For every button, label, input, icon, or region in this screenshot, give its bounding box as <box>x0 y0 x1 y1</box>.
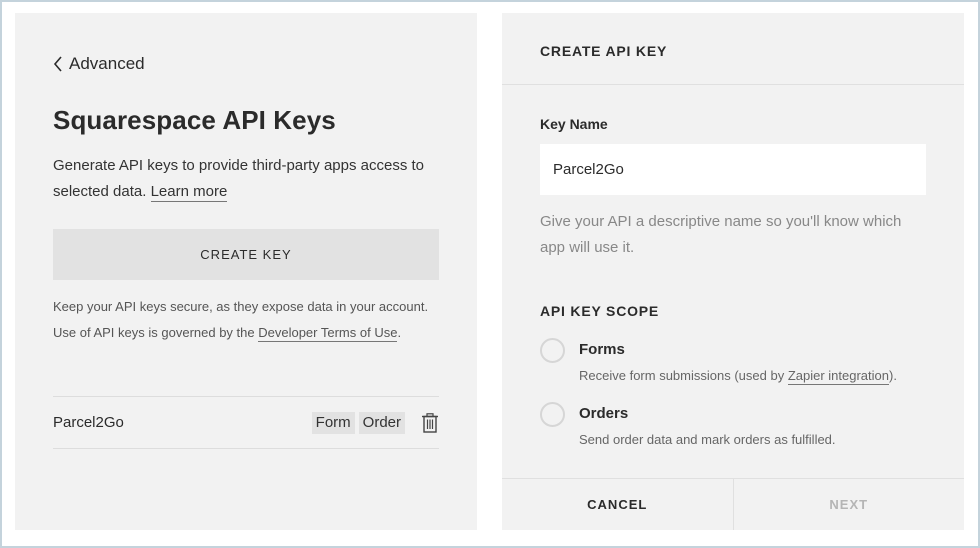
intro-body: Generate API keys to provide third-party apps access to selected data. <box>53 157 425 200</box>
dialog-footer <box>502 478 964 530</box>
security-note <box>53 294 433 346</box>
terms-period: . <box>397 325 402 340</box>
key-name-label: Key Name <box>540 116 608 132</box>
forms-radio[interactable] <box>540 338 565 363</box>
api-key-name: Parcel2Go <box>53 414 124 431</box>
forms-description <box>579 368 897 383</box>
key-name-helper: Give your API a descriptive name so you'll know which app will use it. <box>540 213 902 256</box>
back-link[interactable] <box>53 54 145 74</box>
trash-icon[interactable] <box>421 413 439 433</box>
dialog-header <box>502 13 964 85</box>
create-api-key-dialog <box>502 13 964 530</box>
zapier-integration-link[interactable]: Zapier integration <box>787 368 889 383</box>
create-key-button[interactable]: CREATE KEY <box>53 229 439 280</box>
scope-tag-form: Form <box>312 412 355 434</box>
api-keys-panel <box>15 13 477 530</box>
orders-description: Send order data and mark orders as fulfilled. <box>579 432 836 447</box>
key-name-input[interactable] <box>540 144 926 195</box>
learn-more-link[interactable]: Learn more <box>150 183 228 200</box>
next-button[interactable]: NEXT <box>734 479 965 530</box>
forms-label: Forms <box>579 341 625 358</box>
chevron-left-icon <box>53 55 63 73</box>
dialog-title: CREATE API KEY <box>540 43 668 59</box>
api-key-row <box>53 396 439 449</box>
developer-terms-link[interactable]: Developer Terms of Use <box>258 325 398 340</box>
back-link-label: Advanced <box>69 54 145 73</box>
scope-tag-order: Order <box>359 412 405 434</box>
orders-radio[interactable] <box>540 402 565 427</box>
intro-text <box>53 153 448 205</box>
scope-section-title: API KEY SCOPE <box>540 303 660 319</box>
security-note-body: Keep your API keys secure, as they expose data in your account. Use of API keys is governed by the <box>53 299 429 340</box>
forms-desc-before: Receive form submissions (used by <box>579 368 785 383</box>
page-title: Squarespace API Keys <box>53 105 336 135</box>
orders-label: Orders <box>579 405 629 422</box>
forms-desc-after: ). <box>889 368 897 383</box>
cancel-button[interactable]: CANCEL <box>502 479 734 530</box>
